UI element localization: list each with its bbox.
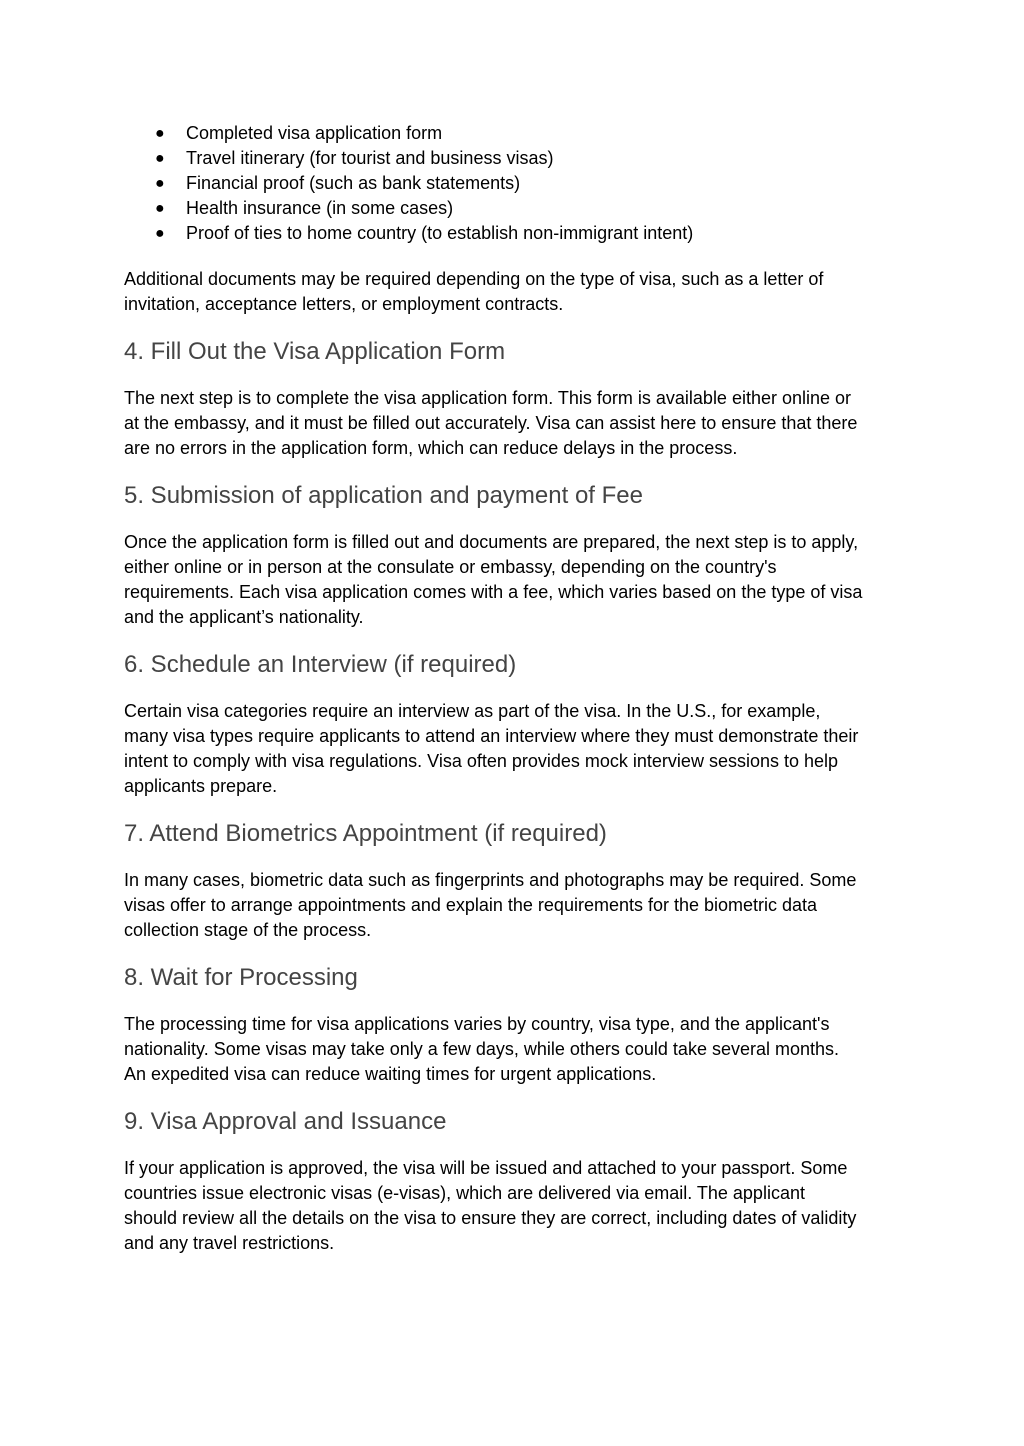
section-heading: 7. Attend Biometrics Appointment (if required) <box>124 820 607 847</box>
bullet-icon: ● <box>155 200 165 217</box>
list-item-text: Health insurance (in some cases) <box>186 198 454 218</box>
section-heading: 4. Fill Out the Visa Application Form <box>124 338 506 365</box>
section-heading: 5. Submission of application and payment of Fee <box>124 482 643 509</box>
section-heading: 6. Schedule an Interview (if required) <box>124 651 517 678</box>
section-paragraph: The next step is to complete the visa application form. This form is available either online or at the embassy, and it must be filled out accurately. Visa can assist here to ensure that there are no errors in the application form, which can reduce delays in the process. <box>124 388 858 458</box>
bullet-icon: ● <box>155 125 165 142</box>
section-fill-out-form <box>124 337 914 461</box>
list-item <box>124 171 914 196</box>
section-heading: 9. Visa Approval and Issuance <box>124 1108 447 1135</box>
additional-documents-paragraph: Additional documents may be required depending on the type of visa, such as a letter of invitation, acceptance letters, or employment contracts. <box>124 269 824 314</box>
section-schedule-interview <box>124 650 914 799</box>
section-paragraph: Certain visa categories require an interview as part of the visa. In the U.S., for example, many visa types require applicants to attend an interview where they must demonstrate their intent to comply with visa regulations. Visa often provides mock interview sessions to help applicants prepare. <box>124 701 859 796</box>
list-item-text: Financial proof (such as bank statements) <box>186 173 521 193</box>
section-biometrics <box>124 819 914 943</box>
list-item <box>124 146 914 171</box>
list-item-text: Travel itinerary (for tourist and business visas) <box>186 148 554 168</box>
bullet-icon: ● <box>155 150 165 167</box>
list-item-text: Proof of ties to home country (to establish non-immigrant intent) <box>186 223 694 243</box>
section-paragraph: In many cases, biometric data such as fingerprints and photographs may be required. Some visas offer to arrange appointments and explain the requirements for the biometric data collection stage of the process. <box>124 870 857 940</box>
section-approval-and-issuance <box>124 1107 914 1256</box>
section-heading: 8. Wait for Processing <box>124 964 358 991</box>
section-paragraph: If your application is approved, the visa will be issued and attached to your passport. Some countries issue electronic visas (e-visas), which are delivered via email. The applicant should review all the details on the visa to ensure they are correct, including dates of validity and any travel restrictions. <box>124 1158 857 1253</box>
list-item <box>124 221 914 246</box>
section-paragraph: Once the application form is filled out and documents are prepared, the next step is to apply, either online or in person at the consulate or embassy, depending on the country's requirements. Each visa application comes with a fee, which varies based on the type of visa and the applicant’s nationality. <box>124 532 863 627</box>
section-paragraph: The processing time for visa applications varies by country, visa type, and the applicant's nationality. Some visas may take only a few days, while others could take several months. An expedited visa can reduce waiting times for urgent applications. <box>124 1014 840 1084</box>
bullet-icon: ● <box>155 225 165 242</box>
document-page <box>124 121 914 1256</box>
bullet-icon: ● <box>155 175 165 192</box>
section-submission-and-fee <box>124 481 914 630</box>
list-item <box>124 196 914 221</box>
required-documents-list <box>124 121 914 246</box>
list-item-text: Completed visa application form <box>186 123 443 143</box>
section-wait-for-processing <box>124 963 914 1087</box>
list-item <box>124 121 914 146</box>
